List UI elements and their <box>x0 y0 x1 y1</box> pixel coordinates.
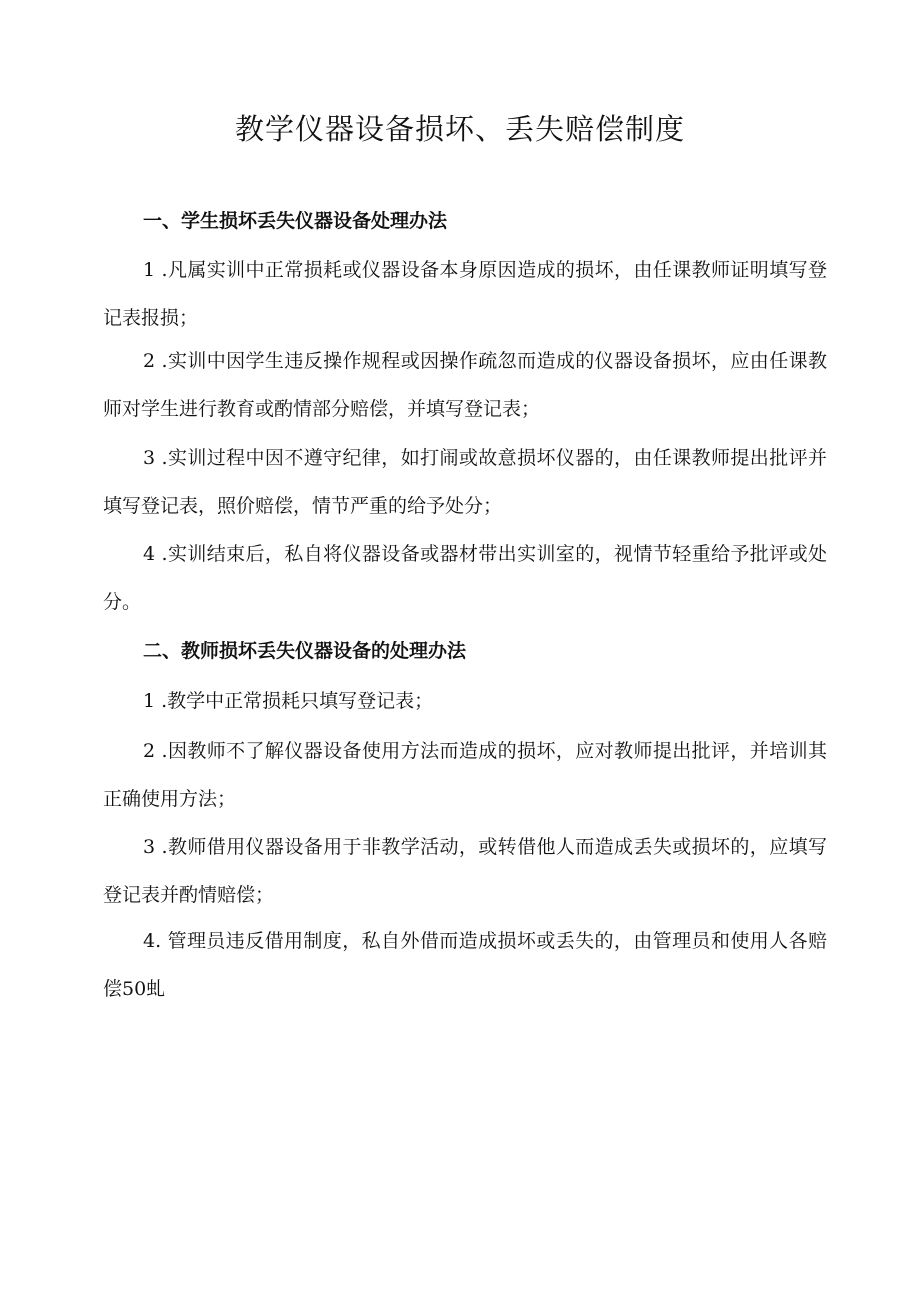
section-heading-students: 一、学生损坏丢失仪器设备处理办法 <box>143 210 448 232</box>
section-2-item-1: 1 .教学中正常损耗只填写登记表； <box>143 690 434 712</box>
document-title: 教学仪器设备损坏、丢失赔偿制度 <box>234 112 685 146</box>
section-2-item-4: 4. 管理员违反借用制度，私自外借而造成损坏或丢失的，由管理员和使用人各赔偿50虬 <box>103 930 827 1000</box>
section-2-item-2: 2 .因教师不了解仪器设备使用方法而造成的损坏，应对教师提出批评，并培训其正确使用方法； <box>103 740 827 810</box>
section-heading-teachers: 二、教师损坏丢失仪器设备的处理办法 <box>143 640 467 662</box>
section-2-item-3: 3 .教师借用仪器设备用于非教学活动，或转借他人而造成丢失或损坏的，应填写登记表并酌情赔偿； <box>103 836 827 906</box>
section-1-item-2: 2 .实训中因学生违反操作规程或因操作疏忽而造成的仪器设备损坏，应由任课教师对学生进行教育或酌情部分赔偿，并填写登记表； <box>103 350 827 420</box>
section-1-item-1: 1 .凡属实训中正常损耗或仪器设备本身原因造成的损坏，由任课教师证明填写登记表报损； <box>103 259 827 329</box>
section-1-item-3: 3 .实训过程中因不遵守纪律，如打闹或故意损坏仪器的，由任课教师提出批评并填写登记表，照价赔偿，情节严重的给予处分； <box>103 447 827 517</box>
section-1-item-4: 4 .实训结束后，私自将仪器设备或器材带出实训室的，视情节轻重给予批评或处分。 <box>103 543 827 613</box>
